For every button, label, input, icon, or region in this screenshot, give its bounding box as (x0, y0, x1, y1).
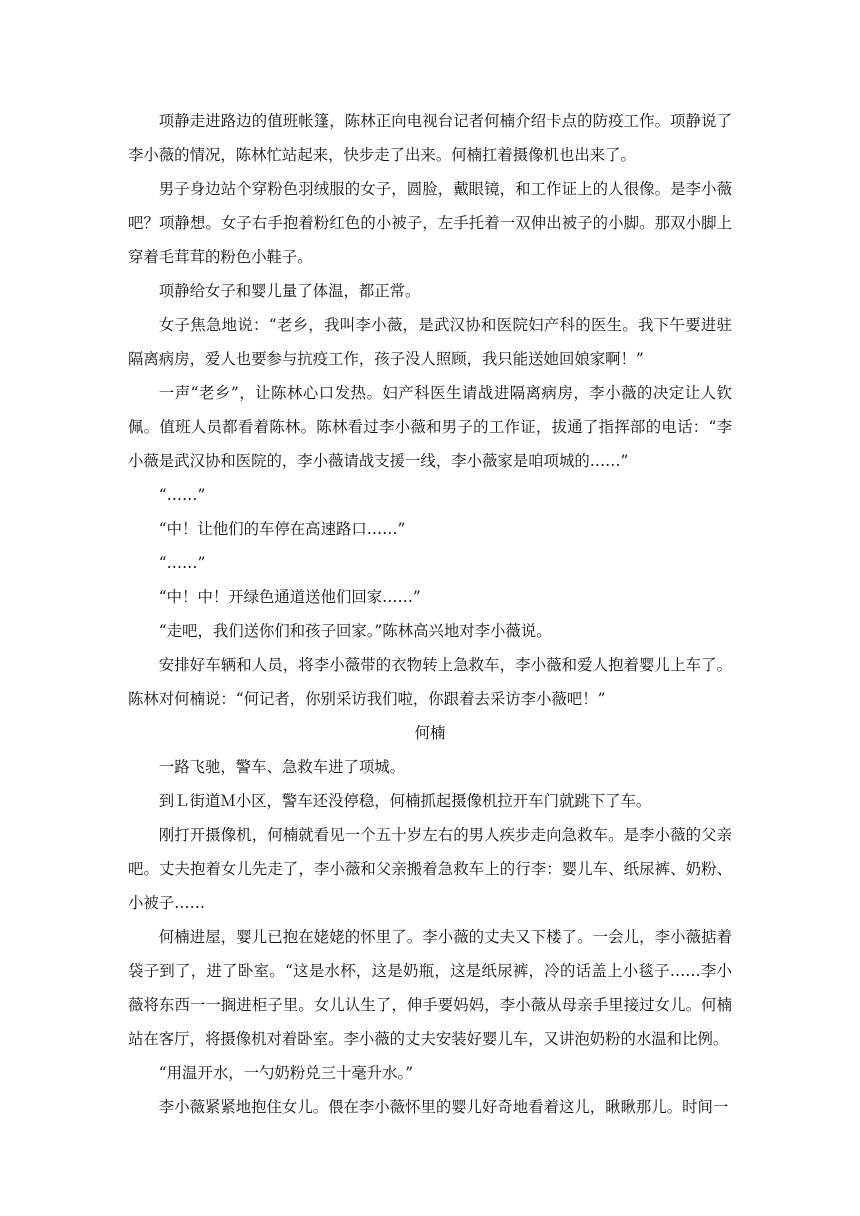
paragraph: “走吧，我们送你们和孩子回家。”陈林高兴地对李小薇说。 (158, 622, 552, 640)
paragraph: 项静走进路边的值班帐篷，陈林正向电视台记者何楠介绍卡点的防疫工作。项静说了李小薇的情况，陈林忙站起来，快步走了出来。何楠扛着摄像机也出来了。 (128, 112, 732, 164)
paragraph: 何楠进屋，婴儿已抱在姥姥的怀里了。李小薇的丈夫又下楼了。一会儿，李小薇掂着袋子到了，进了卧室。“这是水杯，这是奶瓶，这是纸尿裤，冷的话盖上小毯子……李小薇将东西一一搁进柜子里。女儿认生了，伸手要妈妈，李小薇从母亲手里接过女儿。何楠站在客厅，将摄像机对着卧室。李小薇的丈夫安装好婴儿车，又讲泡奶粉的水温和比例。 (128, 928, 732, 1048)
paragraph: “用温开水，一勺奶粉兑三十毫升水。” (158, 1064, 414, 1082)
section-title: 何楠 (414, 724, 446, 742)
paragraph: 女子焦急地说：“老乡，我叫李小薇，是武汉协和医院妇产科的医生。我下午要进驻隔离病房，爱人也要参与抗疫工作，孩子没人照顾，我只能送她回娘家啊！” (128, 316, 732, 368)
paragraph: “中！让他们的车停在高速路口……” (158, 520, 406, 538)
paragraph: 到Ｌ街道Ｍ小区，警车还没停稳，何楠抓起摄像机拉开车门就跳下了车。 (158, 792, 652, 810)
paragraph: 一路飞驰，警车、急救车进了项城。 (158, 758, 406, 776)
paragraph: 男子身边站个穿粉色羽绒服的女子，圆脸，戴眼镜，和工作证上的人很像。是李小薇吧？项静想。女子右手抱着粉红色的小被子，左手托着一双伸出被子的小脚。那双小脚上穿着毛茸茸的粉色小鞋子。 (128, 180, 732, 266)
paragraph: “中！中！开绿色通道送他们回家……” (158, 588, 421, 606)
paragraph: “……” (158, 554, 206, 572)
document-page (128, 104, 732, 1124)
paragraph: 刚打开摄像机，何楠就看见一个五十岁左右的男人疾步走向急救车。是李小薇的父亲吧。丈夫抱着女儿先走了，李小薇和父亲搬着急救车上的行李：婴儿车、纸尿裤、奶粉、小被子…… (128, 826, 732, 912)
paragraph: 项静给女子和婴儿量了体温，都正常。 (158, 282, 421, 300)
paragraph: 一声“老乡”，让陈林心口发热。妇产科医生请战进隔离病房，李小薇的决定让人钦佩。值班人员都看着陈林。陈林看过李小薇和男子的工作证，拔通了指挥部的电话：“李小薇是武汉协和医院的，李小薇请战支援一线，李小薇家是咱项城的……” (128, 384, 732, 470)
paragraph: 安排好车辆和人员，将李小薇带的衣物转上急救车，李小薇和爱人抱着婴儿上车了。陈林对何楠说：“何记者，你别采访我们啦，你跟着去采访李小薇吧！” (128, 656, 732, 708)
paragraph: “……” (158, 486, 206, 504)
paragraph: 李小薇紧紧地抱住女儿。偎在李小薇怀里的婴儿好奇地看着这儿，瞅瞅那儿。时间一 (158, 1098, 729, 1116)
